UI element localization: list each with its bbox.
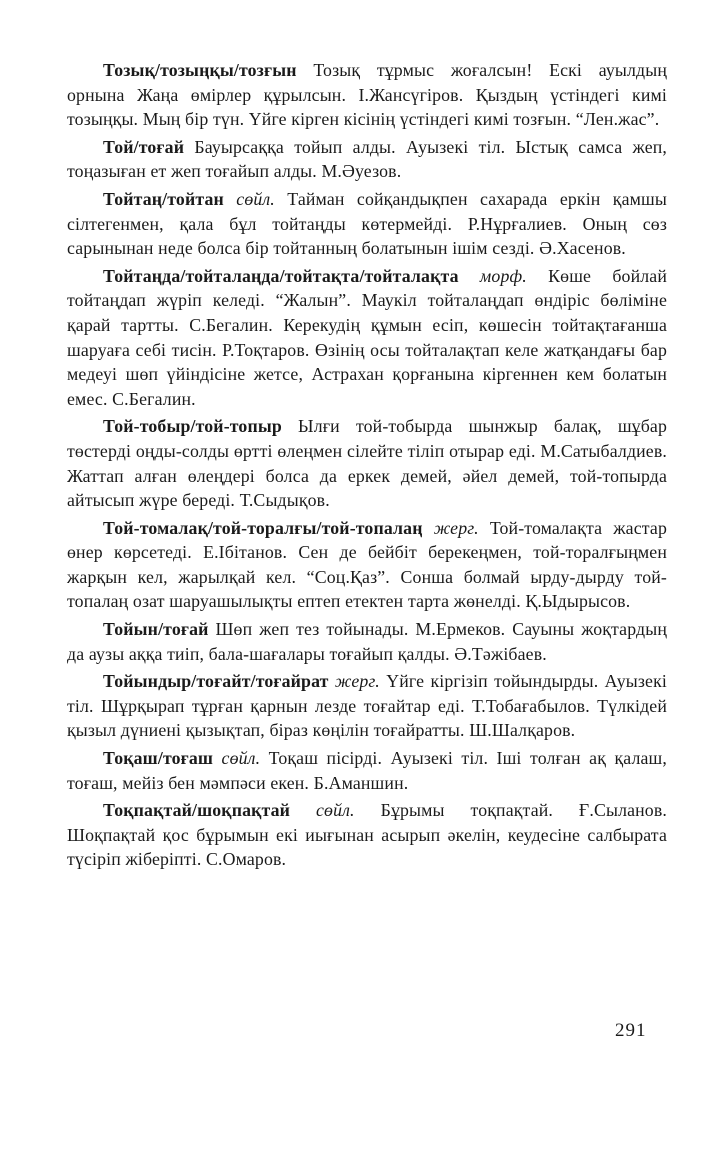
dictionary-entry	[67, 669, 667, 743]
entry-text: Үйге кіргізіп тойындырды. Ауызекі тіл. Шұрқырап тұрған қарнын лезде тоғайтар еді. Т.Тобағабылов. Түлкідей қызыл дүниені қызықтап, біраз көңілін тоғайратты. Ш.Шалқаров.	[67, 671, 667, 741]
entry-headword: Тоқпақтай/шоқпақтай	[103, 800, 291, 821]
entry-text: Ылғи той-тобырда шынжыр балақ, шұбар төстерді оңды-солды өртті өлеңмен сілейте тіліп отырар еді. М.Сатыбалдиев. Жаттап алған өлеңдері болса да еркек демей, әйел демей, той-топырда айтысып жүре береді. Т.Сыдықов.	[67, 416, 667, 511]
entry-headword: Той/тоғай	[103, 136, 185, 157]
entry-text: Тоқаш пісірді. Ауызекі тіл. Іші толған ақ қалаш, тоғаш, мейіз бен мәмпәси екен. Б.Аманшин.	[67, 748, 667, 793]
dictionary-entry	[67, 516, 667, 614]
entry-text: Тозық тұрмыс жоғалсын! Ескі ауылдың орнына Жаңа өмірлер құрылсын. І.Жансүгіров. Қыздың үстіндегі кимі тозыңқы. Мың бір түн. Үйге кірген кісінің үстіндегі кимі тозғын. “Лен.жас”.	[67, 60, 667, 130]
dictionary-entry	[67, 617, 667, 666]
dictionary-entry	[67, 264, 667, 412]
entry-grammar-note: жерг.	[433, 517, 479, 538]
dictionary-page	[67, 58, 667, 875]
entry-grammar-note: жерг.	[334, 671, 380, 692]
entry-headword: Тойтаң/тойтан	[103, 188, 224, 209]
entry-text: Бұрымы тоқпақтай. Ғ.Сыланов. Шоқпақтай қос бұрымын екі иығынан асырып әкелін, кеудесіне салбырата түсіріп жіберіпті. С.Омаров.	[67, 800, 667, 870]
entry-text: Көше бойлай тойтаңдап жүріп келеді. “Жалын”. Маукіл тойталаңдап өндіріс бөліміне қарай тартты. С.Бегалин. Керекудің құмын есіп, көшесін тойтақтағанша шаруаға себі тисін. Р.Тоқтаров. Өзінің осы тойталақтап келе жатқандағы бар медеуі шөп үйіндісіне жетсе, Астрахан қорғанына кіргеннен кем болатын емес. С.Бегалин.	[67, 265, 667, 409]
dictionary-entry	[67, 798, 667, 872]
entry-headword: Той-тобыр/той-топыр	[103, 416, 282, 437]
dictionary-entry	[67, 58, 667, 132]
entry-headword: Тоқаш/тоғаш	[103, 748, 214, 769]
entry-headword: Той-томалақ/той-торалғы/той-топалаң	[103, 517, 423, 538]
page-number: 291	[615, 1020, 647, 1041]
entry-text: Шөп жеп тез тойынады. М.Ермеков. Сауыны жоқтардың да аузы аққа тиіп, бала-шағалары тоғайып қалды. Ә.Тәжібаев.	[67, 619, 667, 664]
dictionary-entry	[67, 746, 667, 795]
entry-text: Бауырсаққа тойып алды. Ауызекі тіл. Ыстық самса жеп, тоңазыған ет жеп тоғайып алды. М.Әуезов.	[67, 136, 667, 182]
entry-headword: Тойын/тоғай	[103, 619, 209, 640]
dictionary-entry	[67, 135, 667, 184]
entry-headword: Тойындыр/тоғайт/тоғайрат	[103, 671, 329, 692]
dictionary-entry	[67, 187, 667, 261]
entry-grammar-note: сөйл.	[221, 748, 261, 769]
entry-headword: Тойтаңда/тойталаңда/тойтақта/тойталақта	[103, 265, 459, 286]
entry-grammar-note: сөйл.	[236, 188, 275, 209]
entry-text: Той-томалақта жастар өнер көрсетеді. Е.Ібітанов. Сен де бейбіт берекеңмен, той-торалғыңмен жарқын кел, жарылқай кел. “Соц.Қаз”. Сонша болмай ырду-дырду той-топалаң озат шаруашылықты ептеп етектен тарта жөнелді. Қ.Ыдырысов.	[67, 517, 667, 612]
entry-headword: Тозық/тозыңқы/тозғын	[103, 60, 297, 80]
entry-grammar-note: сөйл.	[316, 800, 355, 821]
entry-text: Тайман сойқандықпен сахарада еркін қамшы сілтегенмен, қала бұл тойтаңды көтермейді. Р.Нұрғалиев. Оның сөз сарынынан неде болса бір тойтанның болатынын ішім сезді. Ә.Хасенов.	[67, 188, 667, 259]
dictionary-entry	[67, 414, 667, 512]
entry-grammar-note: морф.	[479, 265, 527, 286]
